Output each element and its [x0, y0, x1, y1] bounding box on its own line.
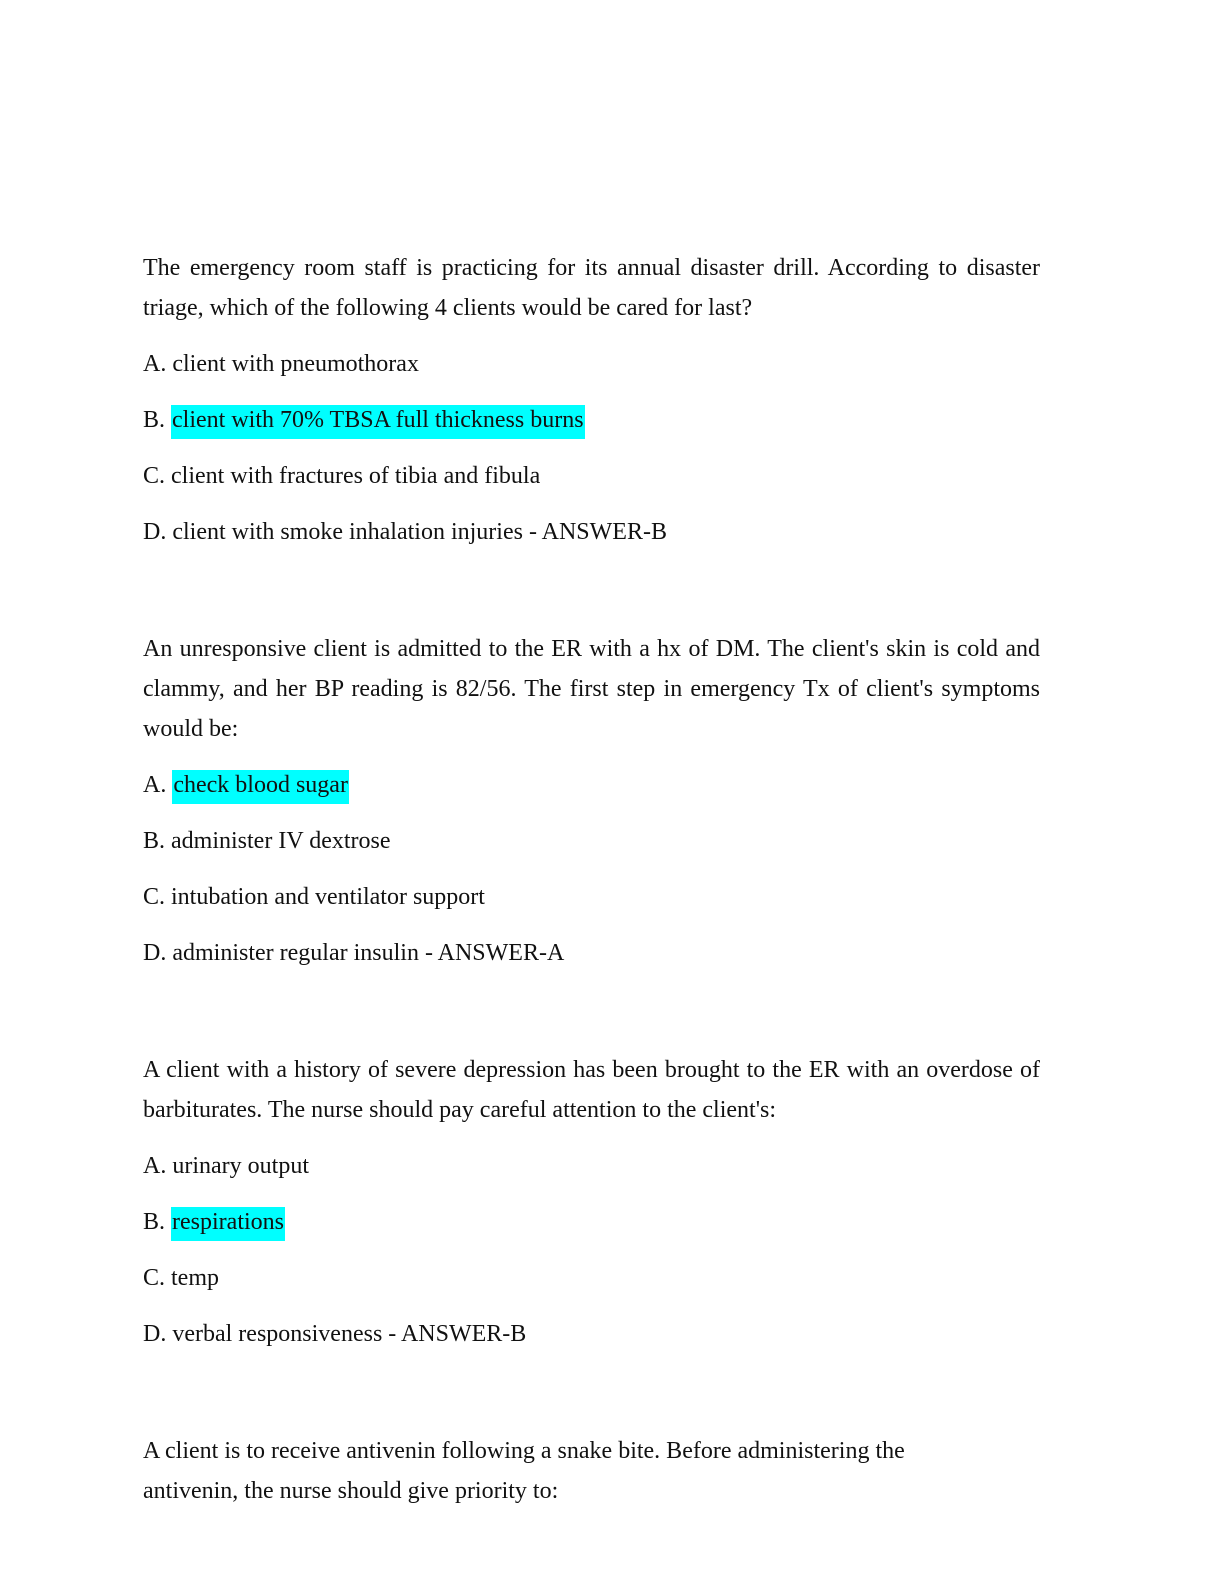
- question-stem: The emergency room staff is practicing for its annual disaster drill. According to disaster triage, which of the following 4 clients would be cared for last?: [143, 255, 1040, 321]
- option-text: client with smoke inhalation injuries: [172, 519, 523, 545]
- option-b: [143, 1202, 1040, 1242]
- option-d: [143, 933, 1040, 973]
- option-text: temp: [171, 1265, 220, 1291]
- option-letter: C.: [143, 463, 166, 489]
- option-text: intubation and ventilator support: [171, 884, 485, 910]
- document-page: [143, 248, 1040, 1527]
- option-text: verbal responsiveness: [172, 1321, 383, 1347]
- option-letter: A.: [143, 1153, 167, 1179]
- answer-key: - ANSWER-B: [522, 519, 667, 545]
- option-text: client with pneumothorax: [172, 351, 419, 377]
- question-2: [143, 629, 1040, 973]
- question-spacer: [143, 973, 1040, 1050]
- option-c: [143, 456, 1040, 496]
- option-b: [143, 821, 1040, 861]
- option-d: [143, 1314, 1040, 1354]
- option-letter: C.: [143, 1265, 166, 1291]
- option-letter: D.: [143, 940, 167, 966]
- highlighted-answer: respirations: [171, 1207, 285, 1241]
- option-a: [143, 765, 1040, 805]
- option-text: client with fractures of tibia and fibula: [171, 463, 541, 489]
- option-a: [143, 1146, 1040, 1186]
- question-stem: An unresponsive client is admitted to the ER with a hx of DM. The client's skin is cold and clammy, and her BP reading is 82/56. The first step in emergency Tx of client's symptoms would be:: [143, 636, 1040, 742]
- question-spacer: [143, 552, 1040, 629]
- answer-key: - ANSWER-B: [382, 1321, 527, 1347]
- option-text: administer regular insulin: [172, 940, 419, 966]
- option-a: [143, 344, 1040, 384]
- answer-key: - ANSWER-A: [418, 940, 565, 966]
- highlighted-answer: client with 70% TBSA full thickness burns: [171, 405, 585, 439]
- question-4: [143, 1431, 1040, 1511]
- option-text: urinary output: [172, 1153, 309, 1179]
- question-stem: A client is to receive antivenin following a snake bite. Before administering the antivenin, the nurse should give priority to:: [143, 1438, 905, 1504]
- option-letter: A.: [143, 772, 167, 798]
- option-letter: D.: [143, 1321, 167, 1347]
- question-spacer: [143, 1354, 1040, 1431]
- option-letter: A.: [143, 351, 167, 377]
- question-stem: A client with a history of severe depression has been brought to the ER with an overdose of barbiturates. The nurse should pay careful attention to the client's:: [143, 1057, 1040, 1123]
- option-c: [143, 877, 1040, 917]
- option-letter: B.: [143, 407, 166, 433]
- option-letter: C.: [143, 884, 166, 910]
- option-text: administer IV dextrose: [171, 828, 391, 854]
- question-3: [143, 1050, 1040, 1354]
- option-d: [143, 512, 1040, 552]
- option-b: [143, 400, 1040, 440]
- highlighted-answer: check blood sugar: [172, 770, 349, 804]
- option-letter: D.: [143, 519, 167, 545]
- option-c: [143, 1258, 1040, 1298]
- option-letter: B.: [143, 828, 166, 854]
- option-letter: B.: [143, 1209, 166, 1235]
- question-1: [143, 248, 1040, 552]
